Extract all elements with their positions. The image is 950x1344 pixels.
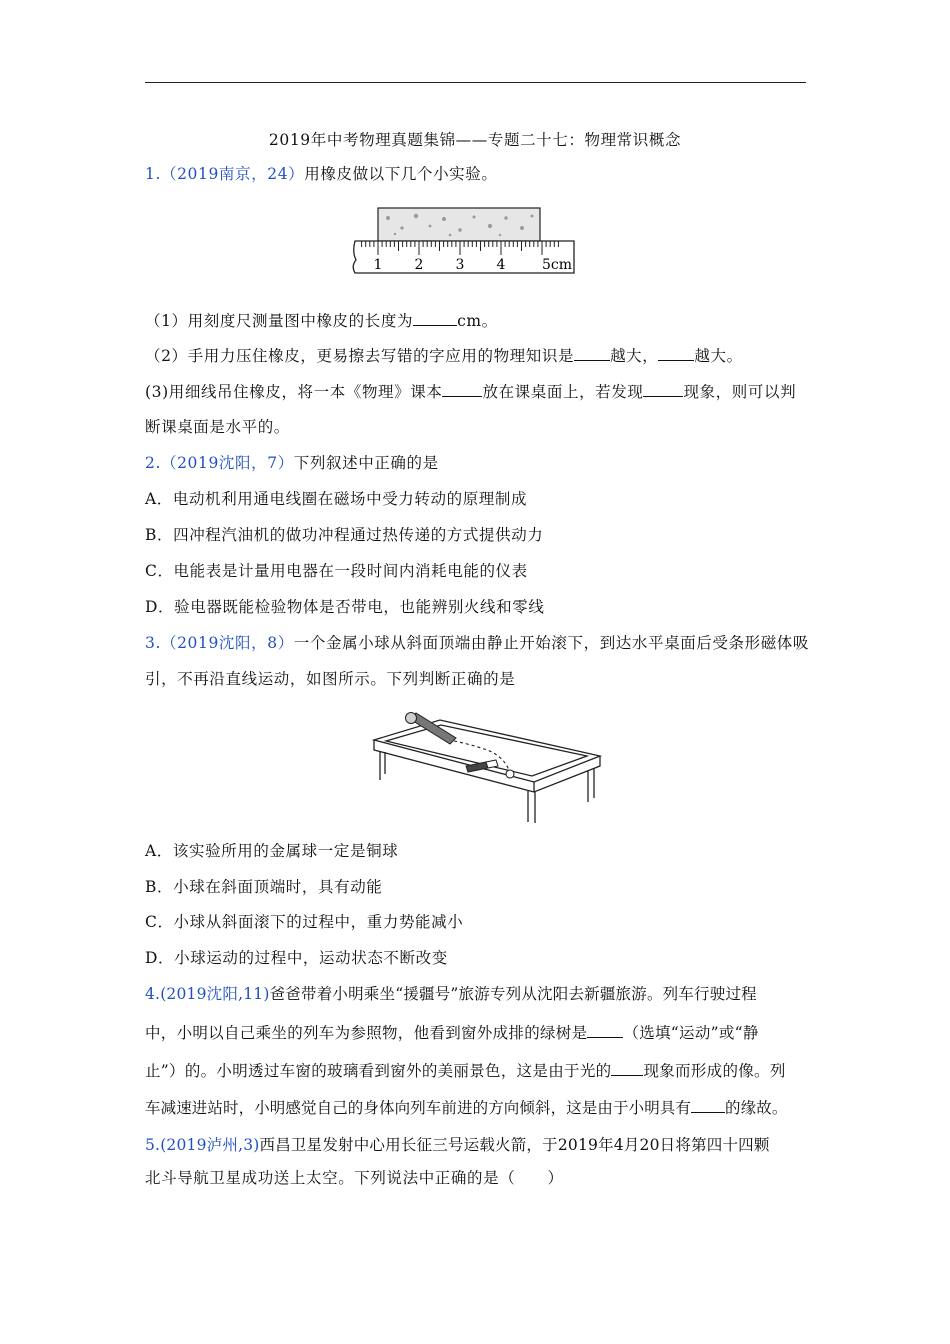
question-3-option-c[interactable]: C．小球从斜面滚下的过程中，重力势能减小 <box>145 913 464 931</box>
question-3-option-a[interactable]: A．该实验所用的金属球一定是铜球 <box>145 842 399 860</box>
document-title: 2019年中考物理真题集锦——专题二十七：物理常识概念 <box>268 131 682 149</box>
question-1-part-2: （2）手用力压住橡皮，更易擦去写错的字应用的物理知识是 越大， 越大。 <box>145 344 743 367</box>
question-2-option-d[interactable]: D．验电器既能检验物体是否带电，也能辨别火线和零线 <box>145 598 545 616</box>
question-1-source: 1.（2019南京，24） <box>145 165 305 183</box>
ruler-label-5cm: 5cm <box>542 257 573 273</box>
question-4-source: 4.(2019沈阳,11) <box>145 985 270 1003</box>
answer-blank[interactable] <box>442 380 482 397</box>
question-1-stem: 1.（2019南京，24）用橡皮做以下几个小实验。 <box>145 165 498 183</box>
question-4-line-2: 中，小明以自己乘坐的列车为参照物，他看到窗外成排的绿树是 （选填“运动”或“静 <box>145 1021 759 1044</box>
answer-blank[interactable] <box>587 1021 623 1038</box>
question-3-option-d[interactable]: D．小球运动的过程中，运动状态不断改变 <box>145 949 448 967</box>
question-1-part-1: （1）用刻度尺测量图中橡皮的长度为 cm。 <box>145 309 498 332</box>
question-2-option-b[interactable]: B．四冲程汽油机的做功冲程通过热传递的方式提供动力 <box>145 526 544 544</box>
answer-blank[interactable] <box>611 1059 643 1076</box>
question-3-stem-cont: 引，不再沿直线运动，如图所示。下列判断正确的是 <box>145 670 516 688</box>
question-5-stem-cont: 北斗导航卫星成功送上太空。下列说法中正确的是（ ） <box>145 1169 564 1187</box>
eraser <box>378 208 540 241</box>
answer-blank[interactable] <box>574 344 610 361</box>
question-1-part-3: (3)用细线吊住橡皮，将一本《物理》课本 放在课桌面上，若发现 现象，则可以判 <box>145 380 796 403</box>
question-3-source: 3.（2019沈阳，8） <box>145 634 294 652</box>
answer-blank[interactable] <box>658 344 694 361</box>
ruler-label-3: 3 <box>455 257 465 273</box>
header-rule <box>145 82 806 83</box>
table-ball-magnet-figure <box>368 710 606 830</box>
ruler-label-1: 1 <box>373 257 383 273</box>
ruler-label-2: 2 <box>414 257 424 273</box>
question-2-option-c[interactable]: C．电能表是计量用电器在一段时间内消耗电能的仪表 <box>145 562 528 580</box>
question-5-source: 5.(2019泸州,3) <box>145 1136 260 1154</box>
question-1-part-3-cont: 断课桌面是水平的。 <box>145 418 290 436</box>
question-5-stem: 5.(2019泸州,3)西昌卫星发射中心用长征三号运载火箭，于2019年4月20日将第四十四颗 <box>145 1136 770 1154</box>
answer-blank[interactable] <box>413 309 457 326</box>
question-2-source: 2.（2019沈阳，7） <box>145 454 294 472</box>
ruler-eraser-figure <box>350 206 578 276</box>
question-4-line-3: 止”）的。小明透过车窗的玻璃看到窗外的美丽景色，这是由于光的 现象而形成的像。列 <box>145 1059 786 1082</box>
question-2-option-a[interactable]: A．电动机利用通电线圈在磁场中受力转动的原理制成 <box>145 490 528 508</box>
question-2-stem: 2.（2019沈阳，7）下列叙述中正确的是 <box>145 454 439 472</box>
question-3-stem: 3.（2019沈阳，8）一个金属小球从斜面顶端由静止开始滚下，到达水平桌面后受条形磁体吸 <box>145 634 809 652</box>
answer-blank[interactable] <box>643 380 683 397</box>
question-4-stem: 4.(2019沈阳,11)爸爸带着小明乘坐“援疆号”旅游专列从沈阳去新疆旅游。列车行驶过程 <box>145 985 757 1003</box>
question-4-line-4: 车减速进站时，小明感觉自己的身体向列车前进的方向倾斜，这是由于小明具有 的缘故。 <box>145 1096 787 1119</box>
answer-blank[interactable] <box>691 1096 725 1113</box>
ruler-label-4: 4 <box>496 257 506 273</box>
question-3-option-b[interactable]: B．小球在斜面顶端时，具有动能 <box>145 878 383 896</box>
metal-ball <box>506 770 514 778</box>
